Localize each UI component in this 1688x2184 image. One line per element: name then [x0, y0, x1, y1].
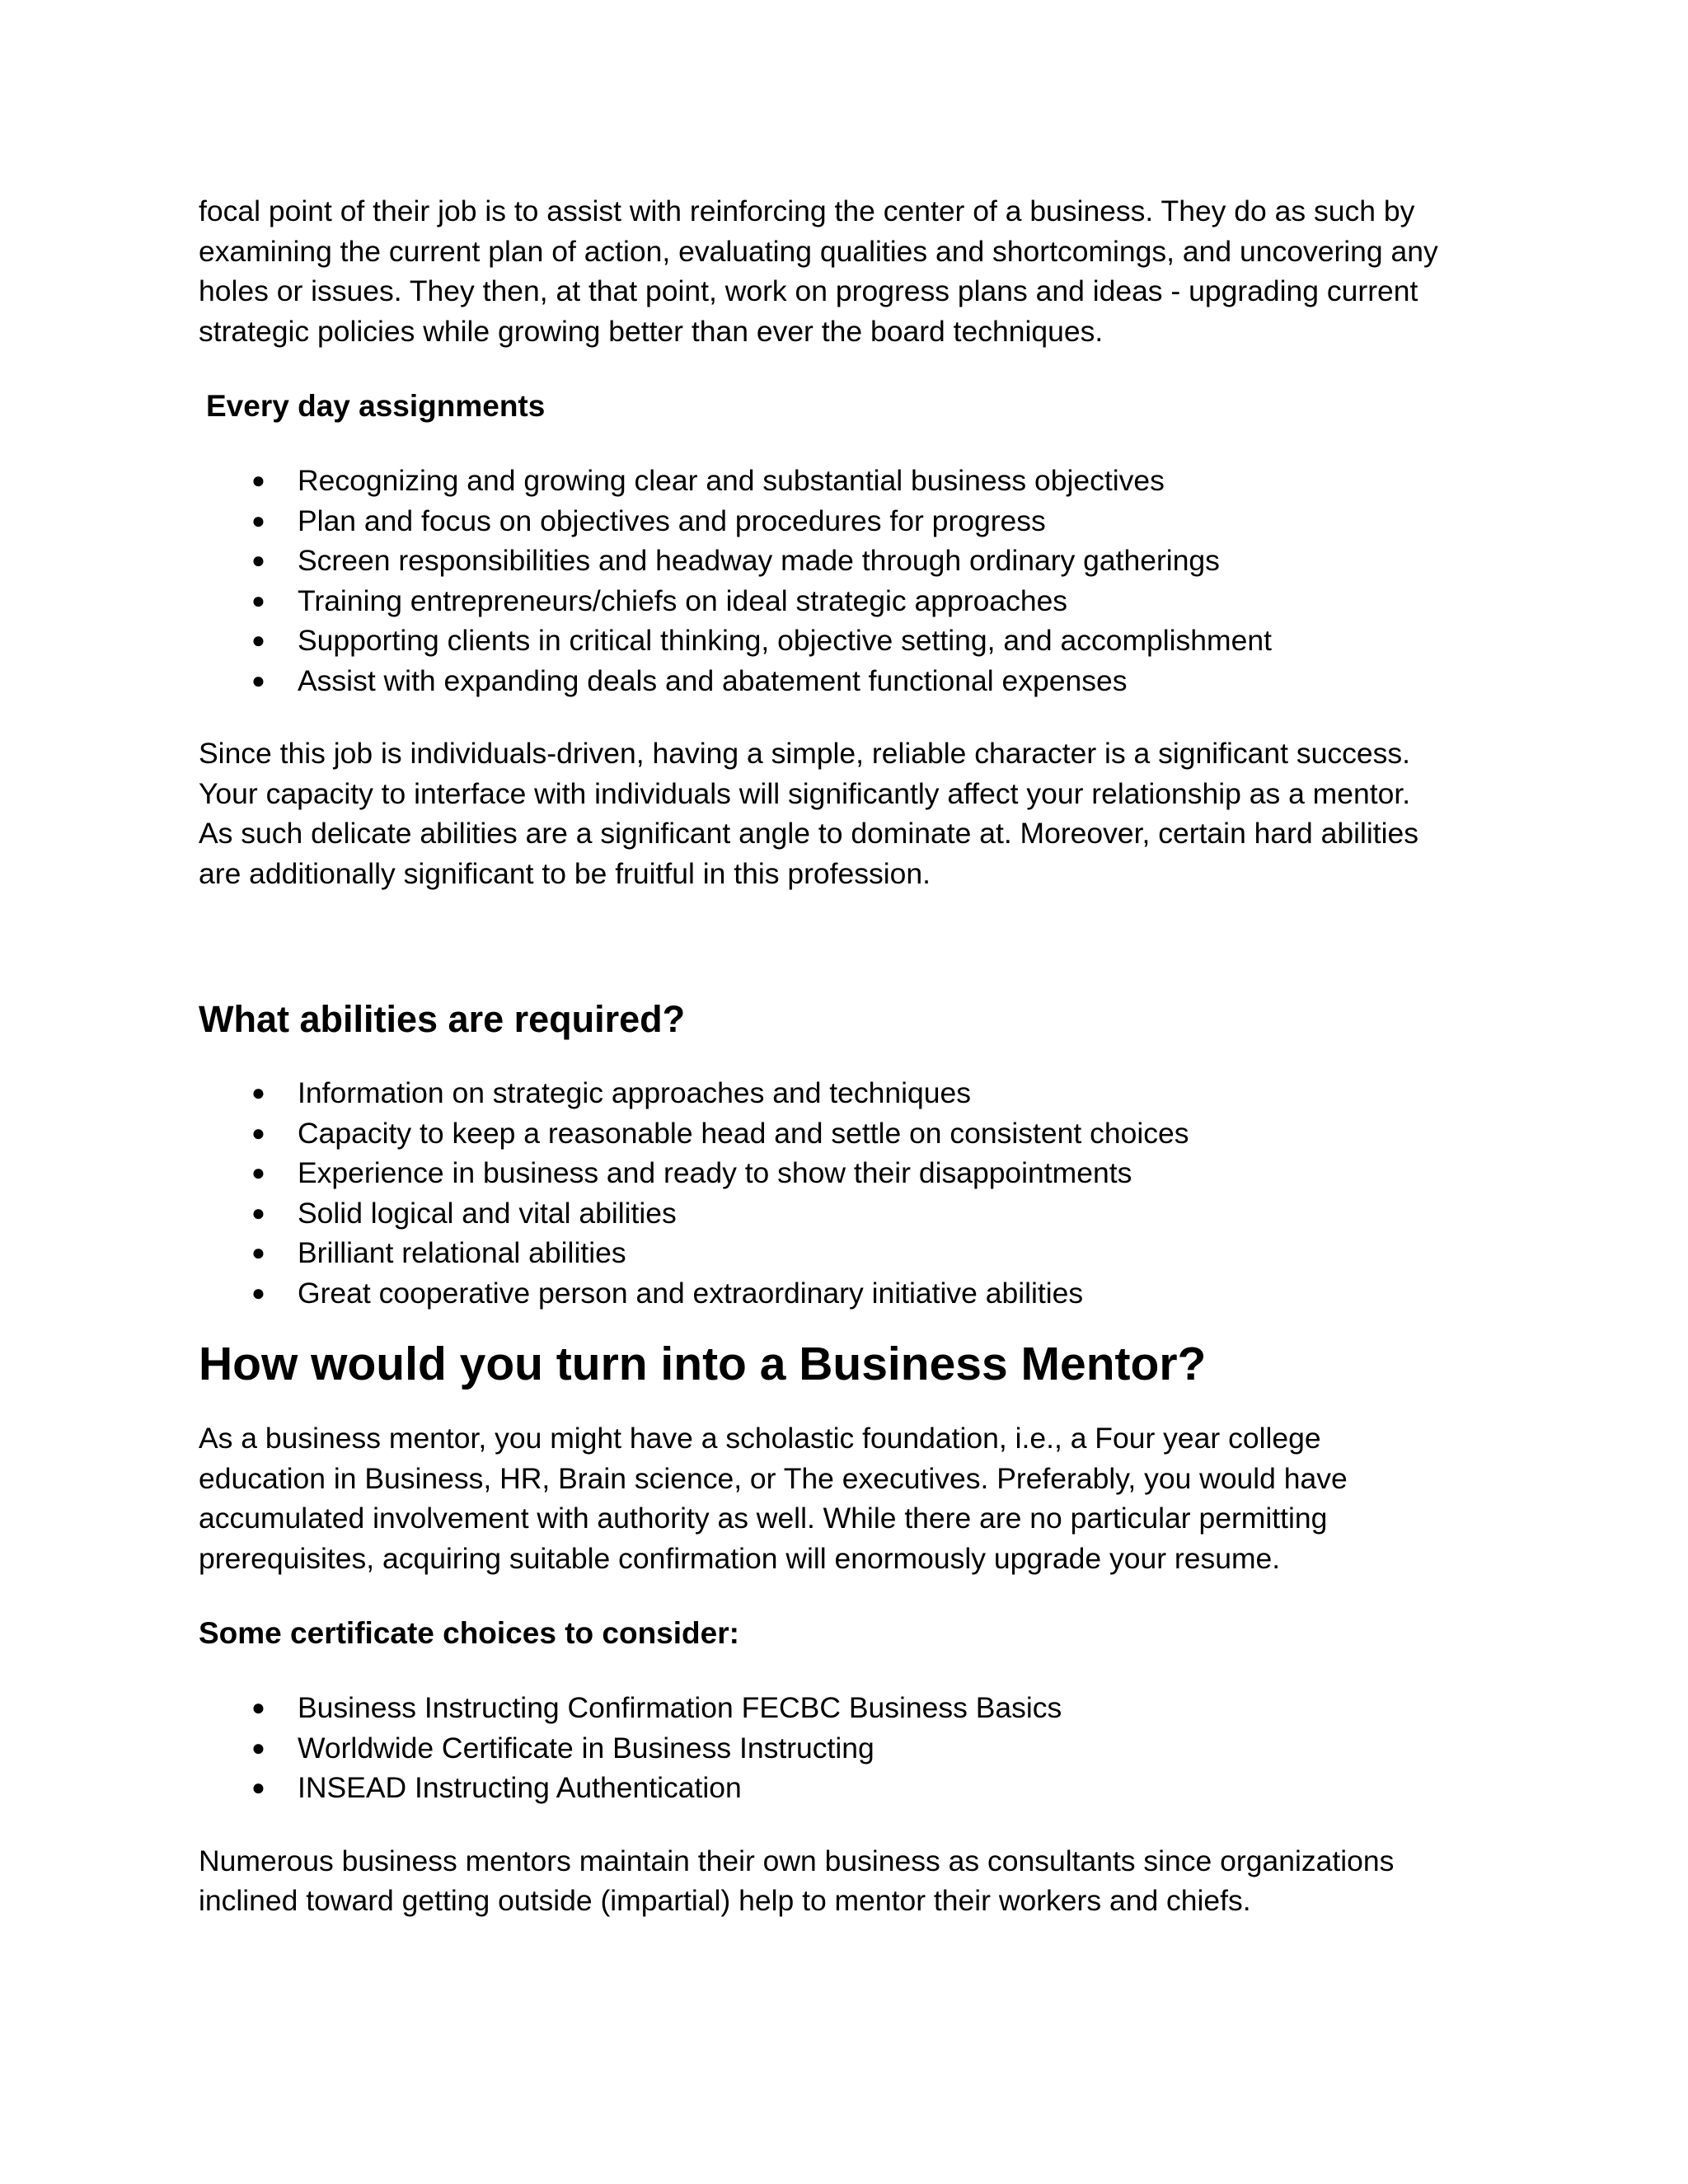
- bullet-icon: ●: [251, 667, 265, 693]
- list-item: [199, 501, 1517, 541]
- bullet-icon: ●: [251, 1279, 265, 1305]
- certificates-heading: Some certificate choices to consider:: [199, 1616, 739, 1650]
- document-page: [199, 191, 1517, 1921]
- list-item-text: Experience in business and ready to show their disappointments: [298, 1156, 1132, 1189]
- list-item-text: Solid logical and vital abilities: [298, 1196, 677, 1230]
- certificates-list: [199, 1688, 1517, 1808]
- bullet-icon: ●: [251, 547, 265, 573]
- bullet-icon: ●: [251, 587, 265, 613]
- text-line: inclined toward getting outside (impartial) help to mentor their workers and chiefs.: [199, 1884, 1251, 1917]
- abilities-list: [199, 1073, 1517, 1313]
- daily-assignments-heading: Every day assignments: [206, 389, 546, 423]
- text-line: examining the current plan of action, evaluating qualities and shortcomings, and uncovering any: [199, 234, 1438, 268]
- closing-paragraph: [199, 1841, 1517, 1921]
- text-line: education in Business, HR, Brain science, or The executives. Preferably, you would have: [199, 1461, 1348, 1495]
- bullet-icon: ●: [251, 467, 265, 493]
- text-line: holes or issues. They then, at that point, work on progress plans and ideas - upgrading current: [199, 274, 1418, 307]
- list-item-text: Recognizing and growing clear and substantial business objectives: [298, 464, 1165, 497]
- bullet-icon: ●: [251, 1119, 265, 1146]
- list-item: [199, 661, 1517, 701]
- list-item: [199, 1273, 1517, 1314]
- bullet-icon: ●: [251, 1240, 265, 1265]
- list-item: [199, 541, 1517, 581]
- character-paragraph: [199, 733, 1517, 893]
- list-item-text: INSEAD Instructing Authentication: [298, 1771, 742, 1804]
- text-line: prerequisites, acquiring suitable confirmation will enormously upgrade your resume.: [199, 1541, 1281, 1575]
- list-item: [199, 1193, 1517, 1234]
- list-item-text: Assist with expanding deals and abatement functional expenses: [298, 663, 1128, 697]
- bullet-icon: ●: [251, 1694, 265, 1720]
- text-line: Numerous business mentors maintain their own business as consultants since organizations: [199, 1844, 1395, 1877]
- daily-assignments-list: [199, 461, 1517, 701]
- bullet-icon: ●: [251, 507, 265, 533]
- list-item: [199, 621, 1517, 661]
- list-item: [199, 1073, 1517, 1113]
- text-line: As such delicate abilities are a significant angle to dominate at. Moreover, certain hard abilities: [199, 817, 1418, 850]
- text-line: accumulated involvement with authority as well. While there are no particular permitting: [199, 1502, 1328, 1535]
- text-line: are additionally significant to be fruitful in this profession.: [199, 856, 931, 890]
- list-item-text: Information on strategic approaches and techniques: [298, 1076, 972, 1109]
- intro-paragraph: [199, 191, 1517, 351]
- list-item: [199, 1233, 1517, 1273]
- bullet-icon: ●: [251, 1080, 265, 1105]
- list-item: [199, 461, 1517, 501]
- list-item: [199, 1728, 1517, 1769]
- bullet-icon: ●: [251, 1199, 265, 1226]
- bullet-icon: ●: [251, 1774, 265, 1800]
- list-item: [199, 581, 1517, 621]
- text-line: Since this job is individuals-driven, having a simple, reliable character is a significant success.: [199, 737, 1410, 770]
- text-line: Your capacity to interface with individuals will significantly affect your relationship as a mentor.: [199, 776, 1411, 810]
- text-line: focal point of their job is to assist with reinforcing the center of a business. They do as such by: [199, 194, 1415, 227]
- list-item-text: Business Instructing Confirmation FECBC Business Basics: [298, 1691, 1062, 1724]
- list-item-text: Brilliant relational abilities: [298, 1236, 626, 1269]
- list-item-text: Supporting clients in critical thinking, objective setting, and accomplishment: [298, 624, 1272, 657]
- list-item: [199, 1688, 1517, 1728]
- list-item-text: Great cooperative person and extraordinary initiative abilities: [298, 1276, 1084, 1310]
- list-item: [199, 1113, 1517, 1154]
- list-item-text: Worldwide Certificate in Business Instructing: [298, 1731, 874, 1765]
- list-item: [199, 1768, 1517, 1808]
- list-item: [199, 1153, 1517, 1193]
- list-item-text: Capacity to keep a reasonable head and settle on consistent choices: [298, 1116, 1189, 1150]
- abilities-heading: What abilities are required?: [199, 998, 686, 1040]
- bullet-icon: ●: [251, 1160, 265, 1185]
- text-line: strategic policies while growing better than ever the board techniques.: [199, 314, 1104, 348]
- bullet-icon: ●: [251, 1734, 265, 1760]
- bullet-icon: ●: [251, 627, 265, 653]
- list-item-text: Plan and focus on objectives and procedures for progress: [298, 504, 1046, 537]
- become-mentor-paragraph: [199, 1418, 1517, 1578]
- become-mentor-heading: How would you turn into a Business Mentor?: [199, 1338, 1207, 1390]
- list-item-text: Screen responsibilities and headway made through ordinary gatherings: [298, 544, 1220, 577]
- list-item-text: Training entrepreneurs/chiefs on ideal strategic approaches: [298, 583, 1068, 617]
- text-line: As a business mentor, you might have a scholastic foundation, i.e., a Four year college: [199, 1422, 1321, 1455]
